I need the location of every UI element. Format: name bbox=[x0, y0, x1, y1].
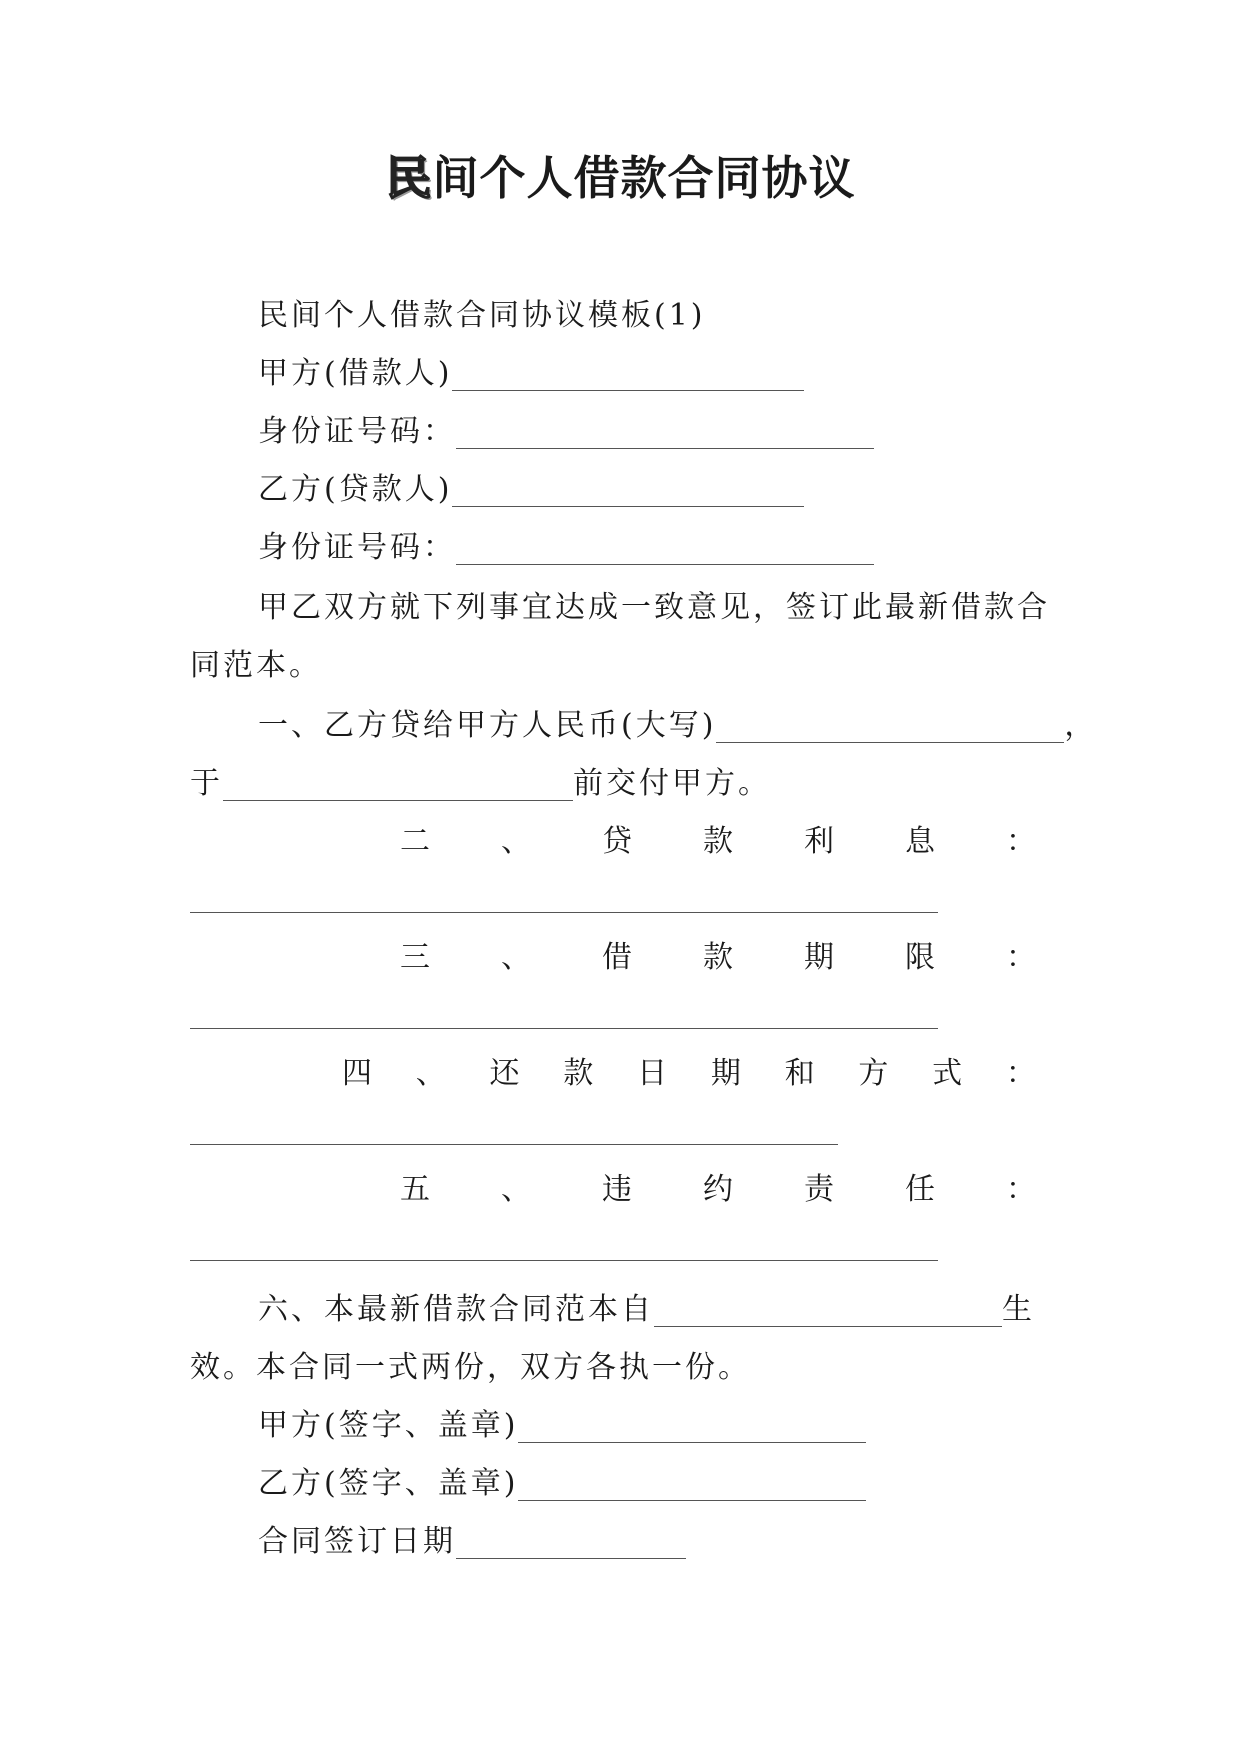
clause-4-char: ： bbox=[1005, 1056, 1036, 1091]
clause-4-char: 方 bbox=[858, 1056, 889, 1091]
party-b-blank[interactable] bbox=[452, 472, 804, 507]
id-number-line-1 bbox=[258, 412, 874, 452]
clause-4-blank[interactable] bbox=[190, 1144, 838, 1145]
id-number-blank-1[interactable] bbox=[456, 414, 874, 449]
clause-5-char: 五 bbox=[400, 1172, 430, 1207]
intro-line-1: 甲乙双方就下列事宜达成一致意见，签订此最新借款合 bbox=[258, 590, 1050, 625]
clause-5-heading bbox=[400, 1170, 1036, 1210]
clause-4-char: 式 bbox=[932, 1056, 963, 1091]
clause-2-char: 贷 bbox=[602, 824, 632, 859]
sign-date-label: 合同签订日期 bbox=[258, 1524, 456, 1559]
clause-1-line-2 bbox=[190, 764, 771, 804]
clause-4-char: 四 bbox=[342, 1056, 372, 1091]
clause-2-char: ： bbox=[1006, 824, 1036, 859]
title-first-char: 民 bbox=[385, 151, 433, 205]
clause-2-blank[interactable] bbox=[190, 912, 938, 913]
clause-1-date-blank[interactable] bbox=[223, 766, 573, 801]
clause-4-char: 日 bbox=[637, 1056, 668, 1091]
sign-b-blank[interactable] bbox=[518, 1466, 866, 1501]
clause-5-char: 违 bbox=[602, 1172, 632, 1207]
clause-6-line-2: 效。本合同一式两份，双方各执一份。 bbox=[190, 1350, 751, 1385]
clause-3-char: 三 bbox=[400, 940, 430, 975]
clause-5-char: 责 bbox=[804, 1172, 834, 1207]
clause-5-char: 任 bbox=[905, 1172, 935, 1207]
party-b-line bbox=[258, 470, 804, 510]
clause-3-heading bbox=[400, 938, 1036, 978]
clause-2-char: 、 bbox=[501, 824, 531, 859]
clause-6-date-blank[interactable] bbox=[654, 1292, 1002, 1327]
clause-4-char: 还 bbox=[489, 1056, 520, 1091]
clause-3-char: 款 bbox=[703, 940, 733, 975]
party-a-line bbox=[258, 354, 804, 394]
subtitle: 民间个人借款合同协议模板(1) bbox=[258, 298, 706, 333]
clause-1-amount-blank[interactable] bbox=[716, 708, 1064, 743]
party-b-label: 乙方(贷款人) bbox=[258, 472, 453, 507]
party-a-blank[interactable] bbox=[452, 356, 804, 391]
clause-4-char: 、 bbox=[415, 1056, 446, 1091]
sign-date-line bbox=[258, 1522, 686, 1562]
id-number-blank-2[interactable] bbox=[456, 530, 874, 565]
clause-2-char: 二 bbox=[400, 824, 430, 859]
sign-date-blank[interactable] bbox=[456, 1524, 686, 1559]
clause-6-suffix: 生 bbox=[1002, 1292, 1035, 1327]
clause-4-heading bbox=[342, 1054, 1036, 1094]
clause-2-heading bbox=[400, 822, 1036, 862]
id-number-label-1: 身份证号码： bbox=[258, 414, 456, 449]
clause-3-char: 、 bbox=[501, 940, 531, 975]
sign-a-blank[interactable] bbox=[518, 1408, 866, 1443]
document-title bbox=[0, 148, 1241, 208]
sign-a-label: 甲方(签字、盖章) bbox=[258, 1408, 519, 1443]
id-number-line-2 bbox=[258, 528, 874, 568]
clause-6-label: 六、本最新借款合同范本自 bbox=[258, 1292, 654, 1327]
id-number-label-2: 身份证号码： bbox=[258, 530, 456, 565]
intro-line-2: 同范本。 bbox=[190, 648, 322, 683]
clause-3-char: ： bbox=[1006, 940, 1036, 975]
party-a-label: 甲方(借款人) bbox=[258, 356, 453, 391]
title-rest: 间个人借款合同协议 bbox=[432, 151, 856, 205]
sign-a-line bbox=[258, 1406, 866, 1446]
clause-1-comma: ， bbox=[1064, 708, 1098, 743]
clause-3-char: 借 bbox=[602, 940, 632, 975]
clause-1-suffix: 前交付甲方。 bbox=[573, 766, 771, 801]
sign-b-label: 乙方(签字、盖章) bbox=[258, 1466, 519, 1501]
clause-1-prefix: 于 bbox=[190, 766, 223, 801]
clause-4-char: 和 bbox=[784, 1056, 815, 1091]
clause-3-blank[interactable] bbox=[190, 1028, 938, 1029]
clause-1-line-1 bbox=[258, 706, 1097, 746]
clause-5-char: 约 bbox=[703, 1172, 733, 1207]
clause-5-blank[interactable] bbox=[190, 1260, 938, 1261]
clause-4-char: 期 bbox=[710, 1056, 741, 1091]
clause-1-label: 一、乙方贷给甲方人民币(大写) bbox=[258, 708, 717, 743]
clause-2-char: 利 bbox=[804, 824, 834, 859]
sign-b-line bbox=[258, 1464, 866, 1504]
clause-4-char: 款 bbox=[563, 1056, 594, 1091]
clause-2-char: 息 bbox=[905, 824, 935, 859]
clause-2-char: 款 bbox=[703, 824, 733, 859]
clause-5-char: 、 bbox=[501, 1172, 531, 1207]
clause-6-line-1 bbox=[258, 1290, 1035, 1330]
clause-3-char: 期 bbox=[804, 940, 834, 975]
clause-5-char: ： bbox=[1006, 1172, 1036, 1207]
clause-3-char: 限 bbox=[905, 940, 935, 975]
